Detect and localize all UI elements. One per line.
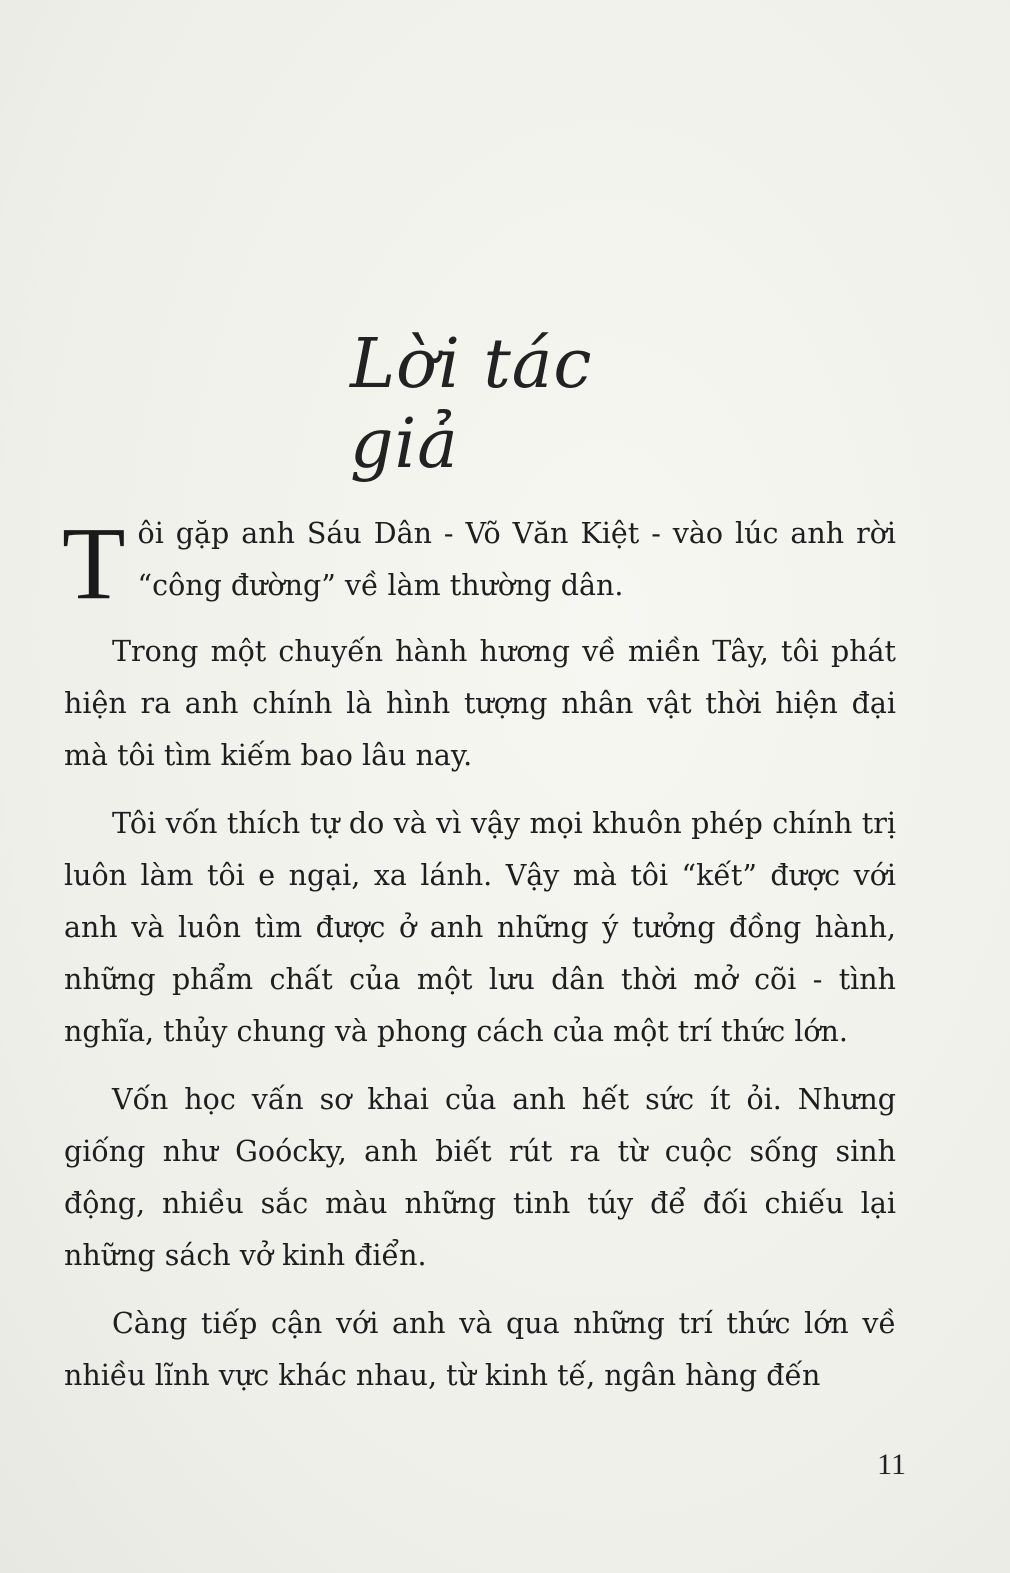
paragraph-4: Vốn học vấn sơ khai của anh hết sức ít ỏi. Nhưng giống như Goócky, anh biết rút ra từ cuộc sống sinh động, nhiều sắc màu những tinh túy để đối chiếu lại những sách vở kinh điển. [64, 1083, 896, 1272]
chapter-title: Lời tác giả [350, 325, 593, 484]
paragraph-5: Càng tiếp cận với anh và qua những trí thức lớn về nhiều lĩnh vực khác nhau, từ kinh tế, ngân hàng đến [64, 1307, 896, 1392]
page-number: 11 [877, 1448, 906, 1481]
drop-cap: T [62, 506, 126, 621]
paragraph-1 [62, 506, 896, 621]
paragraph-2: Trong một chuyến hành hương về miền Tây, tôi phát hiện ra anh chính là hình tượng nhân vật thời hiện đại mà tôi tìm kiếm bao lâu nay. [64, 635, 896, 772]
body-text [64, 508, 896, 1418]
paragraph-3: Tôi vốn thích tự do và vì vậy mọi khuôn phép chính trị luôn làm tôi e ngại, xa lánh. Vậy mà tôi “kết” được với anh và luôn tìm được ở anh những ý tưởng đồng hành, những phẩm chất của một lưu dân thời mở cõi - tình nghĩa, thủy chung và phong cách của một trí thức lớn. [64, 807, 896, 1048]
paragraph-1-text: ôi gặp anh Sáu Dân - Võ Văn Kiệt - vào lúc anh rời “công đường” về làm thường dân. [137, 517, 896, 602]
